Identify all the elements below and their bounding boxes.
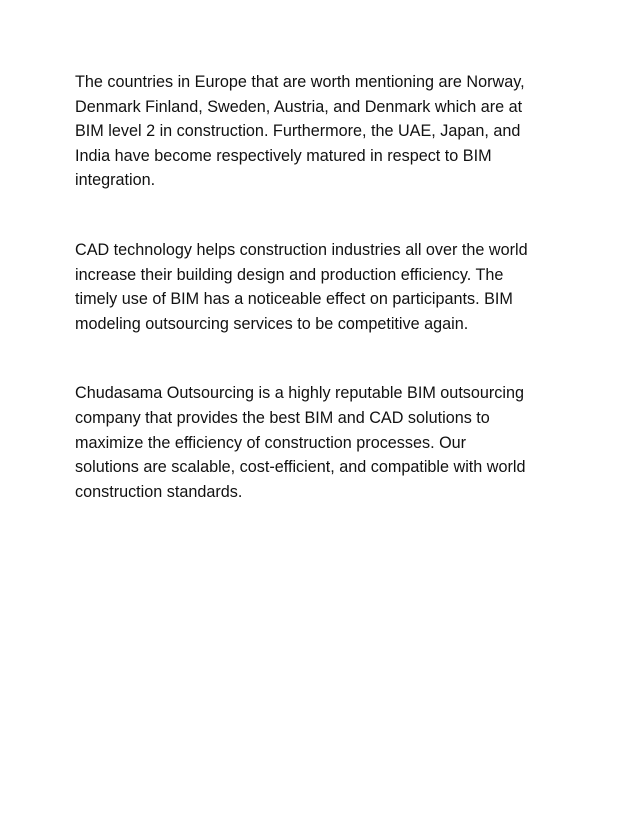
- text-line: CAD technology helps construction industries all over the world: [75, 240, 528, 259]
- paragraph-cad-technology: [75, 238, 575, 336]
- text-line: The countries in Europe that are worth mentioning are Norway,: [75, 73, 525, 91]
- paragraph-bim-europe: [75, 70, 575, 193]
- text-line: solutions are scalable, cost-efficient, and compatible with world: [75, 458, 526, 477]
- text-line: integration.: [75, 171, 156, 190]
- text-line: increase their building design and production efficiency. The: [75, 265, 504, 284]
- document-body: [75, 70, 575, 504]
- text-line: timely use of BIM has a noticeable effect on participants. BIM: [75, 290, 513, 309]
- text-line: Denmark Finland, Sweden, Austria, and Denmark which are at: [75, 97, 523, 116]
- text-line: construction standards.: [75, 482, 243, 501]
- text-line: modeling outsourcing services to be competitive again.: [75, 314, 469, 333]
- text-line: BIM level 2 in construction. Furthermore, the UAE, Japan, and: [75, 122, 521, 141]
- text-line: Chudasama Outsourcing is a highly reputable BIM outsourcing: [75, 384, 524, 403]
- text-line: maximize the efficiency of construction processes. Our: [75, 433, 467, 452]
- text-line: company that provides the best BIM and CAD solutions to: [75, 408, 490, 427]
- text-line: India have become respectively matured in respect to BIM: [75, 146, 492, 165]
- paragraph-chudasama-outsourcing: [75, 381, 575, 504]
